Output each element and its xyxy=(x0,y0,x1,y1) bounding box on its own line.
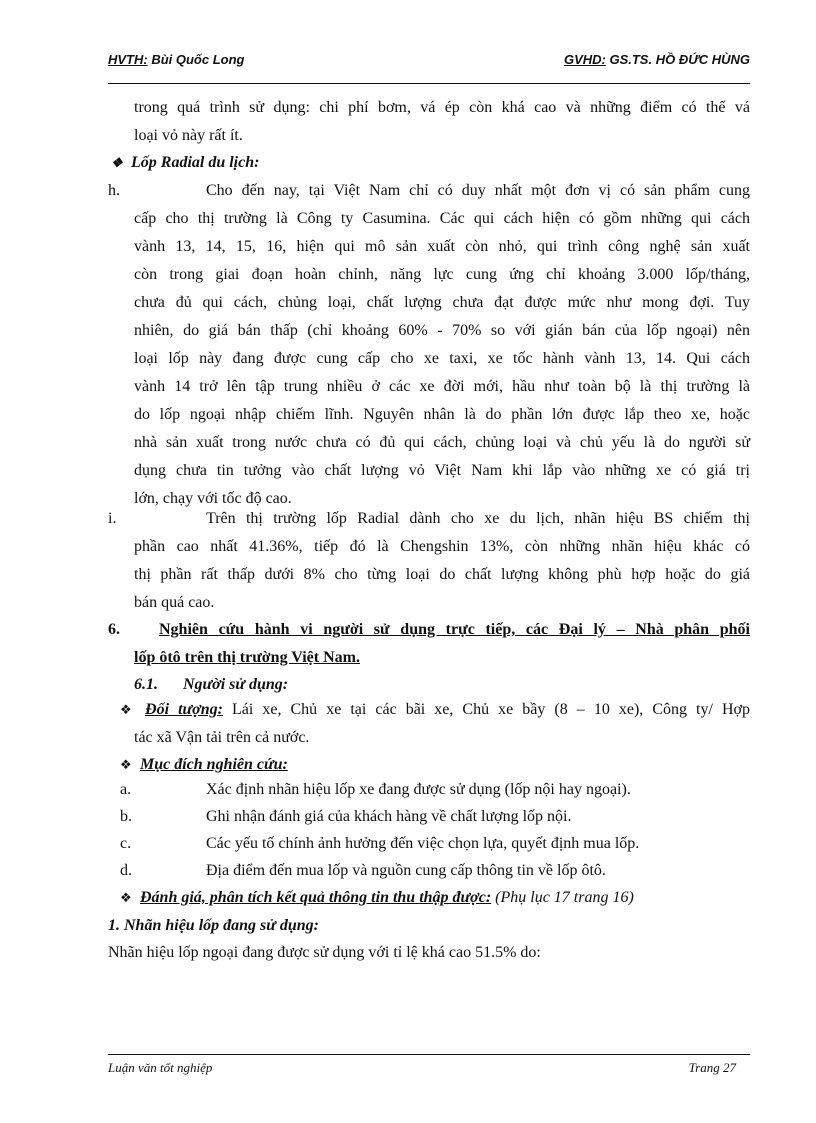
diamond-bullet-icon: ❖ xyxy=(120,890,132,905)
body-line: vành 14 trở lên tập trung nhiều ở các xe đời mới, hầu như toàn bộ là thị trường là xyxy=(134,378,750,395)
muc-dich-heading xyxy=(120,755,288,775)
list-marker: d. xyxy=(120,862,132,879)
page-header xyxy=(108,52,750,74)
section-title-cont: lốp ôtô trên thị trường Việt Nam. xyxy=(134,649,360,666)
list-marker: i. xyxy=(108,510,117,527)
list-item: Địa điểm đến mua lốp và nguồn cung cấp thông tin về lốp ôtô. xyxy=(206,862,606,879)
author-info xyxy=(108,52,244,67)
body-line: Nhãn hiệu lốp ngoại đang được sử dụng với tỉ lệ khá cao 51.5% do: xyxy=(108,944,541,961)
body-line: cấp cho thị trường là Công ty Casumina. Các qui cách hiện có gồm những qui cách xyxy=(134,210,750,227)
body-line: tác xã Vận tải trên cả nước. xyxy=(134,729,310,746)
radial-heading xyxy=(111,153,259,173)
list-marker: a. xyxy=(120,781,132,798)
diamond-bullet-icon: ❖ xyxy=(120,757,132,772)
section-number: 6. xyxy=(108,621,120,638)
body-line: phần cao nhất 41.36%, tiếp đó là Chengshin 13%, còn những nhãn hiệu khác có xyxy=(134,538,750,555)
footer-title: Luận văn tốt nghiệp xyxy=(108,1060,213,1075)
advisor-label: GVHD: xyxy=(563,52,606,67)
author-label: HVTH: xyxy=(108,52,148,67)
body-line: lớn, chạy với tốc độ cao. xyxy=(134,490,292,507)
list-item: Xác định nhãn hiệu lốp xe đang được sử dụng (lốp nội hay ngoại). xyxy=(206,781,631,798)
page-number: Trang 27 xyxy=(688,1060,736,1075)
body-line: chưa đủ qui cách, chủng loại, chất lượng chưa đạt được mức như mong đợi. Tuy xyxy=(134,294,750,311)
body-line: trong quá trình sử dụng: chi phí bơm, vá ép còn khá cao và những điểm có thể vá xyxy=(134,99,750,116)
body-line: thị phần rất thấp dưới 8% cho từng loại do chất lượng không phù hợp hoặc do giá xyxy=(134,566,750,583)
body-line: loại lốp này đang được cung cấp cho xe taxi, xe tốc hành vành 13, 14. Qui cách xyxy=(134,350,750,367)
list-marker: b. xyxy=(120,808,132,825)
list-item: Ghi nhận đánh giá của khách hàng về chất lượng lốp nội. xyxy=(206,808,572,825)
subsection-number: 6.1. xyxy=(134,676,158,693)
body-line: còn trong giai đoạn hoàn chỉnh, năng lực cung ứng chỉ khoảng 3.000 lốp/tháng, xyxy=(134,266,750,283)
advisor-name: GS.TS. HỒ ĐỨC HÙNG xyxy=(605,52,750,67)
danh-gia-ref: (Phụ lục 17 trang 16) xyxy=(491,889,634,906)
body-line: Cho đến nay, tại Việt Nam chỉ có duy nhất một đơn vị có sản phẩm cung xyxy=(206,182,750,199)
doi-tuong-label: Đối tượng: xyxy=(145,701,223,718)
body-line: bán quá cao. xyxy=(134,594,215,611)
diamond-bullet-icon: ❖ xyxy=(120,702,132,717)
muc-dich-label: Mục đích nghiên cứu: xyxy=(140,756,288,773)
body-line: nhiên, do giá bán thấp (chỉ khoảng 60% - 70% so với gián bán của lốp ngoại) nên xyxy=(134,322,750,339)
advisor-info xyxy=(564,52,750,67)
body-line: vành 13, 14, 15, 16, hiện qui mô sản xuất còn nhỏ, qui trình công nghệ sản xuất xyxy=(134,238,750,255)
diamond-bullet-icon: ❖ xyxy=(111,155,123,170)
body-line: do lốp ngoại nhập chiếm lĩnh. Nguyên nhân là do phần lớn được lắp theo xe, hoặc xyxy=(134,406,750,423)
heading-1: 1. Nhãn hiệu lốp đang sử dụng: xyxy=(108,917,319,934)
header-rule xyxy=(108,83,750,84)
danh-gia-label: Đánh giá, phân tích kết quả thông tin thu thập được: xyxy=(140,889,492,906)
body-line: loại vỏ này rất ít. xyxy=(134,127,243,144)
danh-gia-heading xyxy=(120,888,634,908)
author-name: Bùi Quốc Long xyxy=(147,52,245,67)
body-line: Trên thị trường lốp Radial dành cho xe du lịch, nhãn hiệu BS chiếm thị xyxy=(206,510,750,527)
doi-tuong-line xyxy=(120,700,750,720)
body-line: nhà sản xuất trong nước chưa có đủ qui cách, chủng loại và chủ yếu là do người sử xyxy=(134,434,750,451)
body-line: dụng chưa tin tưởng vào chất lượng vỏ Việt Nam khi lắp vào những xe có giá trị xyxy=(134,462,750,479)
list-marker: c. xyxy=(120,835,132,852)
doi-tuong-text: Lái xe, Chủ xe tại các bãi xe, Chủ xe bầy (8 – 10 xe), Công ty/ Hợp xyxy=(222,701,751,718)
section-title: Nghiên cứu hành vi người sử dụng trực tiếp, các Đại lý – Nhà phân phối xyxy=(159,621,750,638)
list-marker: h. xyxy=(108,182,120,199)
radial-heading-text: Lốp Radial du lịch: xyxy=(131,154,260,171)
subsection-title: Người sử dụng: xyxy=(183,676,289,693)
page-footer xyxy=(108,1060,750,1080)
footer-rule xyxy=(108,1054,750,1055)
list-item: Các yếu tố chính ảnh hưởng đến việc chọn lựa, quyết định mua lốp. xyxy=(206,835,640,852)
